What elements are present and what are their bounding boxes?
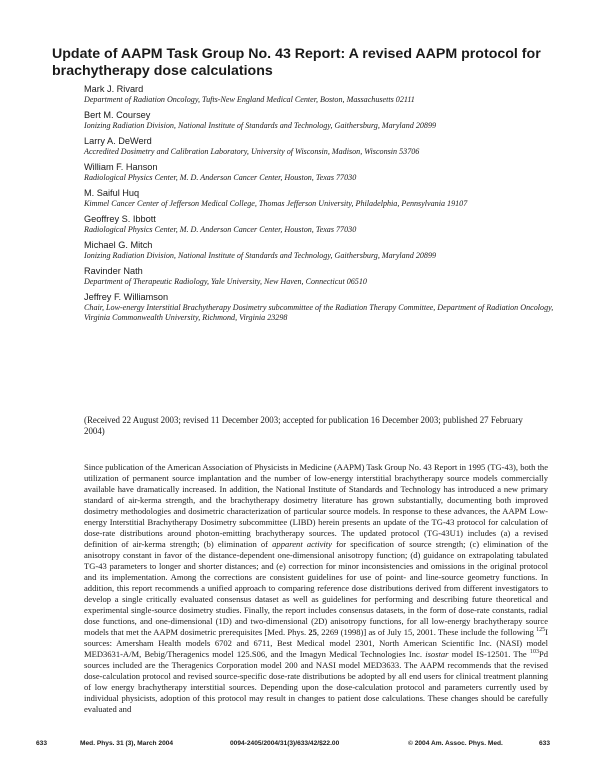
- author-affiliation: Ionizing Radiation Division, National Institute of Standards and Technology, Gaithersburg, Maryland 20899: [84, 251, 437, 260]
- isotope-mass-number: 125: [536, 627, 546, 634]
- isotope-mass-number: 103: [529, 649, 539, 656]
- author-entry: [84, 136, 554, 157]
- page-footer: [36, 740, 550, 752]
- article-title: Update of AAPM Task Group No. 43 Report: A revised AAPM protocol for brachytherapy dose calculations: [52, 46, 541, 79]
- author-affiliation: Accredited Dosimetry and Calibration Laboratory, University of Wisconsin, Madison, Wisconsin 53706: [84, 147, 420, 156]
- abstract-text: model IS-12501. The: [451, 649, 527, 659]
- abstract-text: I sources: Amersham Health models 6702 and 6711, Best Medical model 2301, North American Scientific Inc. (NASI) model MED3631-A/M, Bebig/Theragenics model 125.S06, and the Imagyn Medical Technologies Inc.: [84, 627, 549, 659]
- author-entry: [84, 214, 554, 235]
- abstract-text: Since publication of the American Association of Physicists in Medicine (AAPM) Task Group No. 43 Report in 1995 (TG-43), both the utilization of permanent source implantation and the number of low-energy interstitial brachytherapy source models commercially available have dramatically increased. In addition, the National Institute of Standards and Technology has introduced a new primary standard of air-kerma strength, and the brachytherapy dosimetry literature has grown substantially, documenting both improved dosimetry methodologies and dosimetric characterization of particular source models. In response to these advances, the AAPM Low-energy Interstitial Brachytherapy Dosimetry subcommittee (LIBD) herein presents an update of the TG-43 protocol for calculation of dose-rate distributions around photon-emitting brachytherapy sources. The updated protocol (TG-43U1) includes (a) a revised definition of air-kerma strength; (b) elimination of: [84, 462, 548, 549]
- author-name: Geoffrey S. Ibbott: [84, 214, 156, 224]
- volume-number: 25: [308, 627, 317, 637]
- author-affiliation: Radiological Physics Center, M. D. Anderson Cancer Center, Houston, Texas 77030: [84, 225, 357, 234]
- author-list: [84, 84, 554, 328]
- author-name: Larry A. DeWerd: [84, 136, 152, 146]
- abstract-text: Pd sources included are the Theragenics Corporation model 200 and NASI model MED3633. The AAPM recommends that the revised dose-calculation protocol and revised source-specific dose-rate distributions be adopted by all end users for clinical treatment planning of low energy brachytherapy interstitial sources. Depending upon the dose-calculation protocol and parameters currently used by individual physicists, adoption of this protocol may result in changes to patient dose calculations. These changes should be carefully evaluated and: [84, 649, 548, 714]
- author-affiliation: Radiological Physics Center, M. D. Anderson Cancer Center, Houston, Texas 77030: [84, 173, 357, 182]
- author-name: M. Saiful Huq: [84, 188, 140, 198]
- author-entry: [84, 162, 554, 183]
- author-name: Mark J. Rivard: [84, 84, 144, 94]
- abstract-emphasis: isostar: [425, 649, 449, 659]
- abstract: [84, 462, 548, 715]
- author-name: Ravinder Nath: [84, 266, 143, 276]
- abstract-text: , 2269 (1998)] as of July 15, 2001. These include the following: [316, 627, 534, 637]
- author-name: Michael G. Mitch: [84, 240, 153, 250]
- abstract-text: for specification of source strength; (c) elimination of the anisotropy constant in favor of the distance-dependent one-dimensional anisotropy function; (d) guidance on extrapolating tabulated TG-43 parameters to longer and shorter distances; and (e) correction for minor inconsistencies and omissions in the original protocol and its implementation. Among the corrections are consistent guidelines for use of point- and line-source geometry functions. In addition, this report recommends a unified approach to comparing reference dose distributions derived from different investigators to develop a single critically evaluated consensus dataset as well as guidelines for performing and describing future theoretical and experimental single-source dosimetry studies. Finally, the report includes consensus datasets, in the form of dose-rate constants, radial dose functions, and one-dimensional (1D) and two-dimensional (2D) anisotropy functions, for all low-energy brachytherapy source models that met the AAPM dosimetric prerequisites [Med. Phys.: [84, 539, 548, 637]
- author-entry: [84, 84, 554, 105]
- received-dates: (Received 22 August 2003; revised 11 December 2003; accepted for publication 16 December 2003; published 27 February 2004): [84, 415, 523, 436]
- author-entry: [84, 292, 554, 323]
- page-number-right: 633: [538, 740, 550, 747]
- author-name: William F. Hanson: [84, 162, 158, 172]
- author-affiliation: Kimmel Cancer Center of Jefferson Medical College, Thomas Jefferson University, Philadelphia, Pennsylvania 19107: [84, 199, 468, 208]
- author-affiliation: Department of Radiation Oncology, Tufts-New England Medical Center, Boston, Massachusetts 02111: [84, 95, 415, 104]
- author-name: Bert M. Coursey: [84, 110, 151, 120]
- abstract-emphasis: apparent activity: [272, 539, 332, 549]
- author-entry: [84, 266, 554, 287]
- copyright-notice: © 2004 Am. Assoc. Phys. Med.: [408, 740, 503, 747]
- author-entry: [84, 240, 554, 261]
- author-affiliation: Ionizing Radiation Division, National Institute of Standards and Technology, Gaithersburg, Maryland 20899: [84, 121, 437, 130]
- journal-code: 0094-2405/2004/31(3)/633/42/$22.00: [230, 740, 340, 747]
- author-affiliation: Department of Therapeutic Radiology, Yale University, New Haven, Connecticut 06510: [84, 277, 367, 286]
- journal-citation: Med. Phys. 31 (3), March 2004: [80, 740, 174, 747]
- author-name: Jeffrey F. Williamson: [84, 292, 169, 302]
- author-entry: [84, 188, 554, 209]
- author-entry: [84, 110, 554, 131]
- author-affiliation: Chair, Low-energy Interstitial Brachytherapy Dosimetry subcommittee of the Radiation Therapy Committee, Department of Radiation Oncology, Virginia Commonwealth University, Richmond, Virginia 23298: [84, 303, 554, 322]
- page-number-left: 633: [36, 740, 48, 747]
